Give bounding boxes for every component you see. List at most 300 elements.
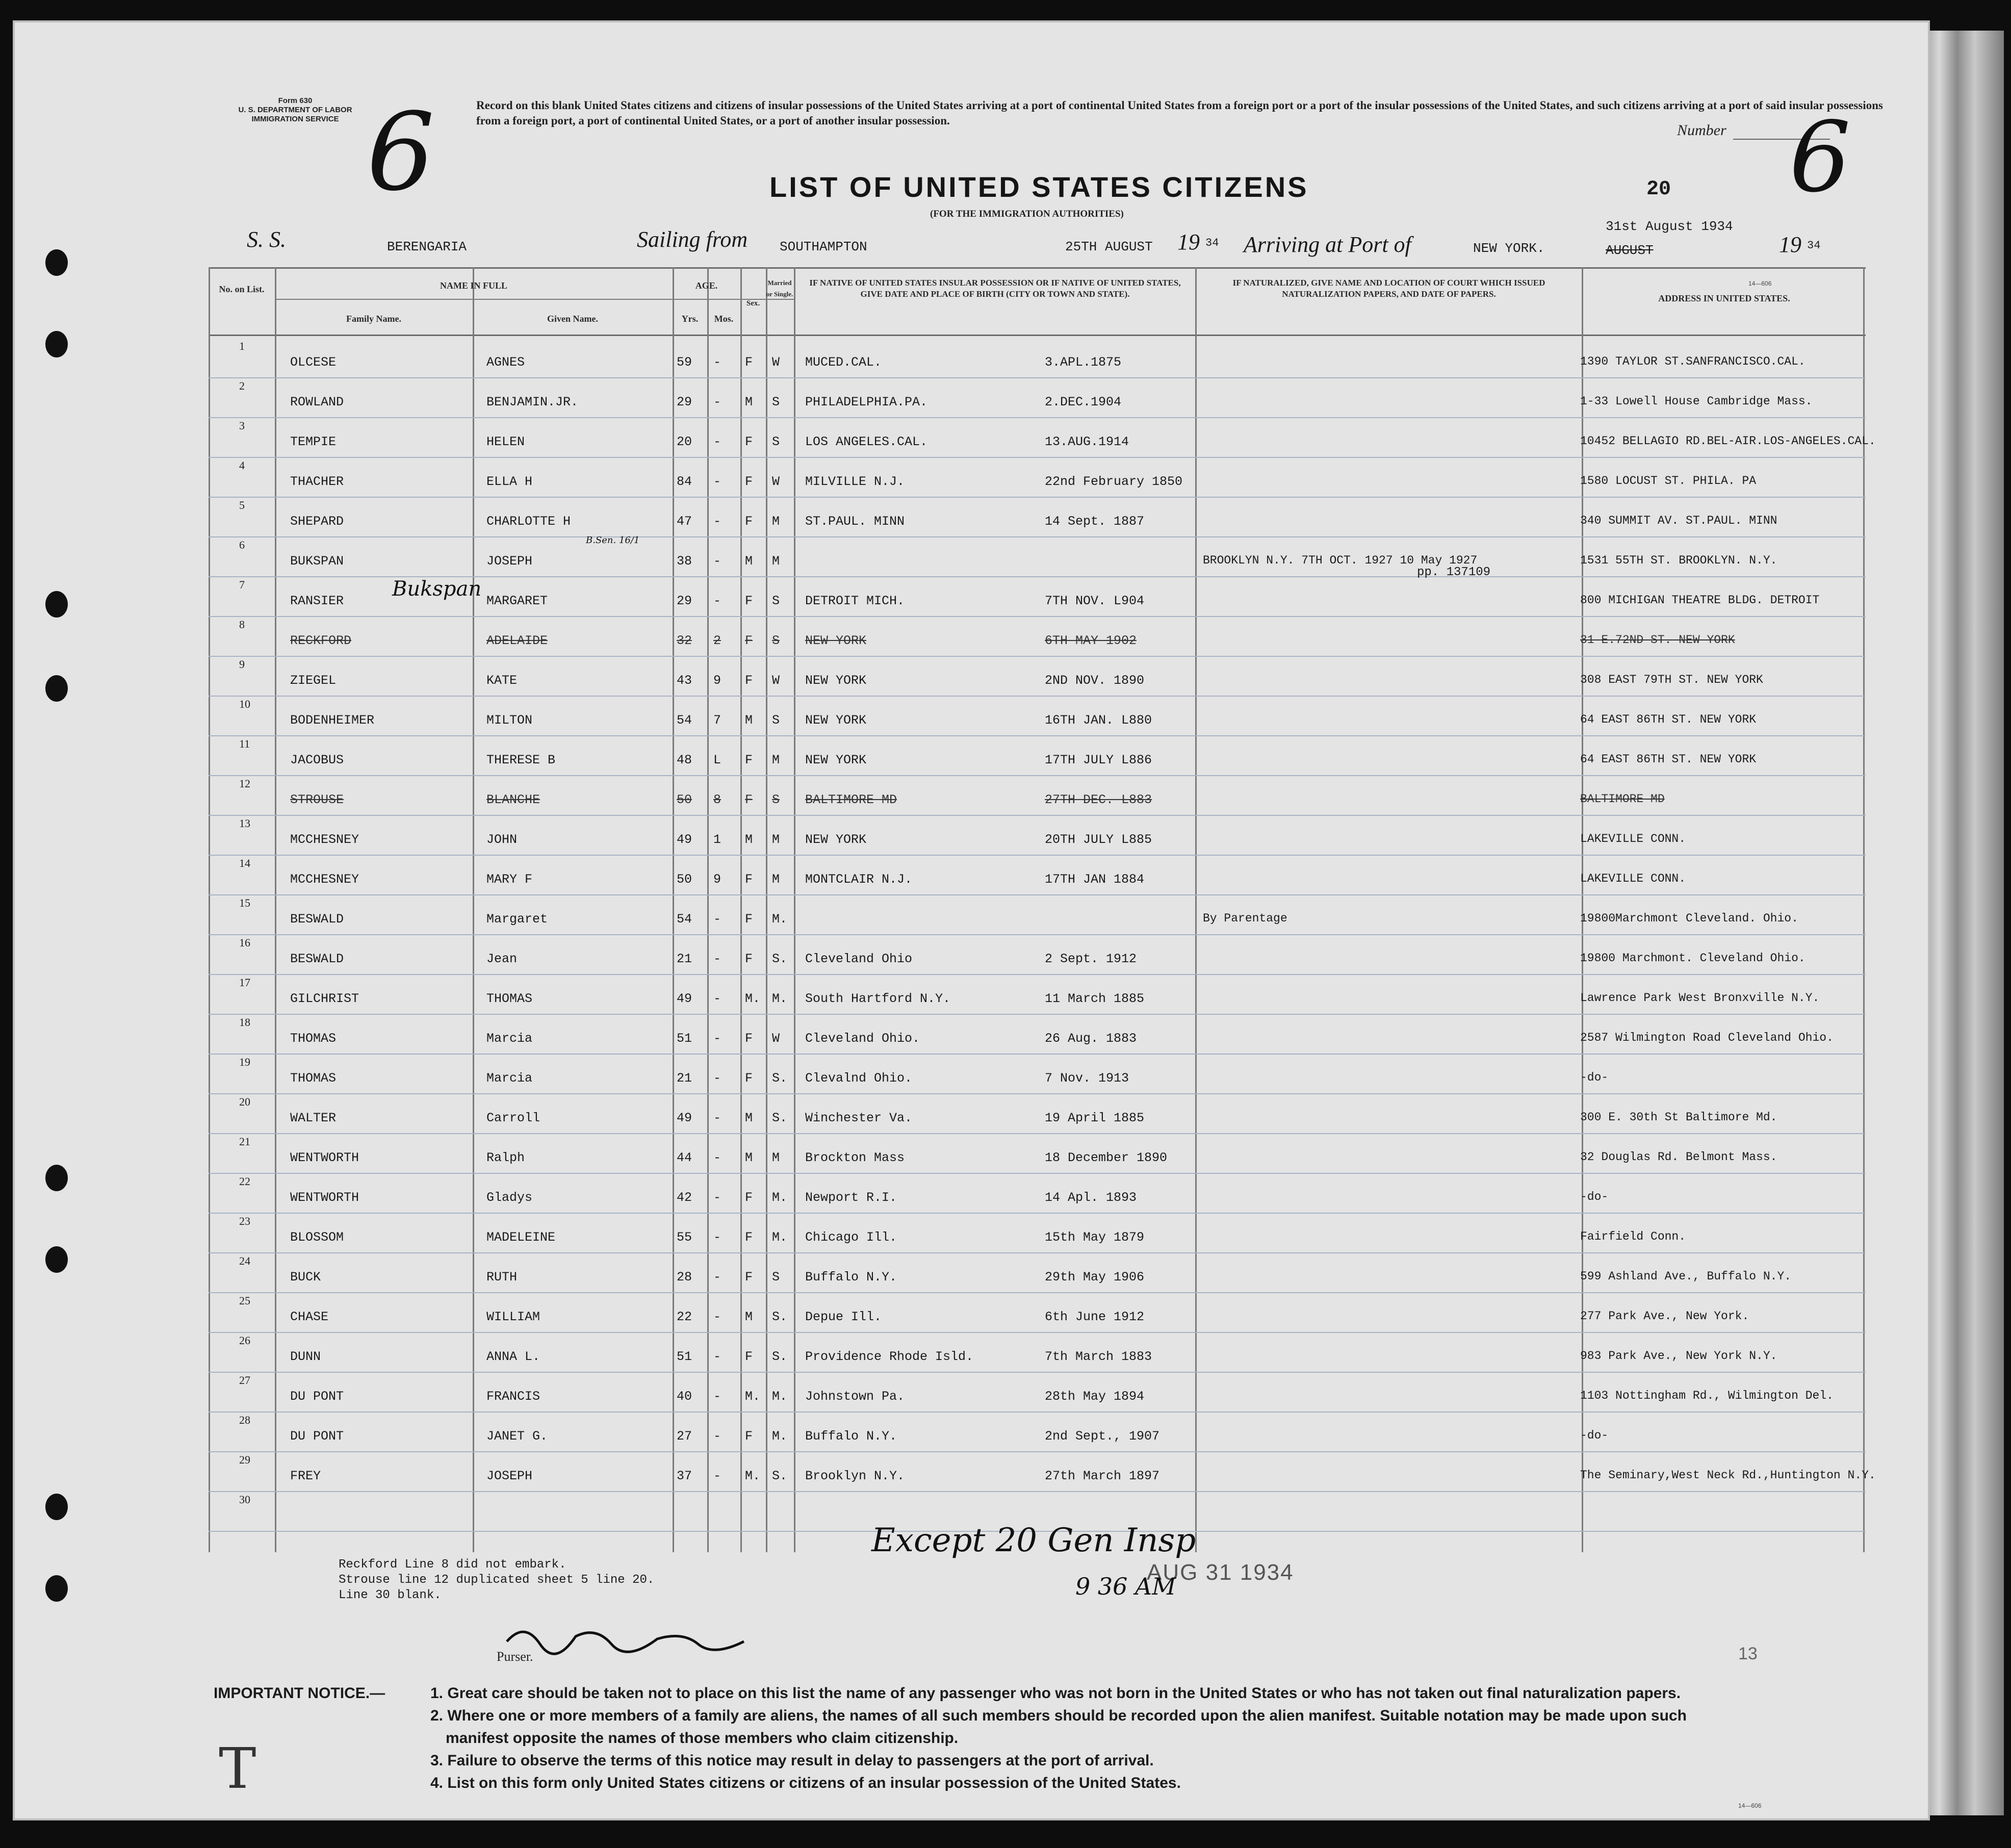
cell-place: NEW YORK xyxy=(805,673,867,688)
row-number: 7 xyxy=(239,578,245,591)
cell-mos: - xyxy=(713,1429,721,1444)
cell-yrs: 54 xyxy=(677,912,692,927)
cell-yrs: 44 xyxy=(677,1150,692,1165)
cell-addr: -do- xyxy=(1580,1190,1609,1203)
cell-yrs: 20 xyxy=(677,434,692,449)
stamp-time: 9 36 AM xyxy=(1075,1573,1176,1600)
cell-date: 26 Aug. 1883 xyxy=(1045,1031,1137,1046)
cell-mos: - xyxy=(713,1270,721,1285)
cell-date: 15th May 1879 xyxy=(1045,1230,1145,1245)
table-row xyxy=(209,1374,1866,1428)
row-number: 22 xyxy=(239,1175,250,1188)
punch-hole xyxy=(45,1165,68,1191)
cell-place: South Hartford N.Y. xyxy=(805,991,951,1006)
cell-ms: W xyxy=(772,1031,780,1046)
notice-item-3: 3. Failure to observe the terms of this notice may result in delay to passengers at the port of arrival. xyxy=(430,1752,1154,1769)
row-rule xyxy=(209,1372,1866,1373)
cell-family: WENTWORTH xyxy=(290,1150,359,1165)
table-row xyxy=(209,936,1866,990)
cell-addr: Fairfield Conn. xyxy=(1580,1230,1686,1243)
cell-addr: LAKEVILLE CONN. xyxy=(1580,872,1686,885)
cell-place: Brockton Mass xyxy=(805,1150,905,1165)
cell-family: JACOBUS xyxy=(290,753,344,767)
cell-addr: -do- xyxy=(1580,1429,1609,1442)
table-row xyxy=(209,499,1866,553)
cell-addr: 64 EAST 86TH ST. NEW YORK xyxy=(1580,753,1757,766)
cell-mos: - xyxy=(713,1349,721,1364)
cell-yrs: 84 xyxy=(677,474,692,489)
cell-place: MUCED.CAL. xyxy=(805,355,882,370)
cell-given: KATE xyxy=(486,673,518,688)
col-header-name: NAME IN FULL xyxy=(440,280,507,291)
corner-mark: T xyxy=(219,1736,256,1801)
arrival-date: 31st August 1934 xyxy=(1606,219,1733,234)
cell-mos: - xyxy=(713,355,721,370)
cell-given: BENJAMIN.JR. xyxy=(486,395,579,409)
cell-given: Ralph xyxy=(486,1150,525,1165)
cell-date: 27th March 1897 xyxy=(1045,1469,1160,1483)
col-header-family: Family Name. xyxy=(346,314,401,324)
cell-date: 2ND NOV. 1890 xyxy=(1045,673,1145,688)
cell-ms: W xyxy=(772,355,780,370)
cell-ms: S xyxy=(772,1270,780,1285)
arrival-date-struck: AUGUST xyxy=(1606,243,1654,258)
form-number: Form 630 xyxy=(278,96,313,105)
cell-given: MADELEINE xyxy=(486,1230,556,1245)
table-row xyxy=(209,1016,1866,1070)
cell-mos: L xyxy=(713,753,721,767)
row-number: 23 xyxy=(239,1215,250,1227)
row-number: 6 xyxy=(239,538,245,551)
cell-given: THERESE B xyxy=(486,753,556,767)
note-strouse: Strouse line 12 duplicated sheet 5 line 20. xyxy=(339,1573,655,1587)
row-rule xyxy=(209,974,1866,975)
cell-sex: M xyxy=(745,832,753,847)
cell-addr: 800 MICHIGAN THEATRE BLDG. DETROIT xyxy=(1580,594,1820,607)
cell-date: 2.DEC.1904 xyxy=(1045,395,1122,409)
page-number: 13 xyxy=(1738,1644,1758,1663)
cell-given: Marcia xyxy=(486,1031,533,1046)
cell-place: Winchester Va. xyxy=(805,1111,913,1125)
row-rule xyxy=(209,735,1866,736)
cell-mos: 2 xyxy=(713,633,721,648)
cell-sex: F xyxy=(745,594,753,608)
purser-label: Purser. xyxy=(497,1649,533,1664)
col-header-address: ADDRESS IN UNITED STATES. xyxy=(1658,293,1790,303)
cell-place: LOS ANGELES.CAL. xyxy=(805,434,928,449)
table-row xyxy=(209,1135,1866,1189)
cell-sex: M xyxy=(745,1310,753,1324)
cell-ms: S xyxy=(772,792,780,807)
cell-addr: 308 EAST 79TH ST. NEW YORK xyxy=(1580,673,1763,686)
cell-family: BUCK xyxy=(290,1270,321,1285)
cell-addr: 1103 Nottingham Rd., Wilmington Del. xyxy=(1580,1389,1834,1402)
cell-sex: M. xyxy=(745,991,761,1006)
cell-mos: - xyxy=(713,594,721,608)
col-header-age: AGE. xyxy=(695,280,718,291)
cell-family: RECKFORD xyxy=(290,633,352,648)
row-number: 16 xyxy=(239,936,250,949)
service-name: IMMIGRATION SERVICE xyxy=(251,115,339,123)
cell-place: MONTCLAIR N.J. xyxy=(805,872,913,887)
arrive-year-prefix: 19 xyxy=(1779,232,1801,257)
cell-date: 29th May 1906 xyxy=(1045,1270,1145,1285)
cell-place: Buffalo N.Y. xyxy=(805,1429,897,1444)
row-number: 1 xyxy=(239,340,245,352)
document-subtitle: (FOR THE IMMIGRATION AUTHORITIES) xyxy=(930,209,1124,219)
cell-sex: F xyxy=(745,514,753,529)
cell-given: Carroll xyxy=(486,1111,540,1125)
table-row xyxy=(209,1294,1866,1348)
table-row xyxy=(209,618,1866,672)
cell-given: Marcia xyxy=(486,1071,533,1086)
row-number: 17 xyxy=(239,976,250,989)
cell-date: 14 Sept. 1887 xyxy=(1045,514,1145,529)
cell-mos: - xyxy=(713,474,721,489)
port-of-departure: SOUTHAMPTON xyxy=(780,239,867,254)
cell-yrs: 49 xyxy=(677,991,692,1006)
cell-family: CHASE xyxy=(290,1310,329,1324)
table-row xyxy=(209,1414,1866,1468)
cell-place: Clevalnd Ohio. xyxy=(805,1071,913,1086)
cell-sex: F xyxy=(745,355,753,370)
cell-yrs: 50 xyxy=(677,872,692,887)
printer-code: 14—606 xyxy=(1748,280,1772,287)
cell-date: 2nd Sept., 1907 xyxy=(1045,1429,1160,1444)
row-number: 5 xyxy=(239,499,245,511)
cell-place: Brooklyn N.Y. xyxy=(805,1469,905,1483)
row-number: 28 xyxy=(239,1414,250,1426)
cell-sex: F xyxy=(745,1349,753,1364)
cell-addr: 32 Douglas Rd. Belmont Mass. xyxy=(1580,1150,1777,1164)
row-rule xyxy=(209,1332,1866,1333)
cell-family: RANSIER xyxy=(290,594,344,608)
cell-given: THOMAS xyxy=(486,991,533,1006)
cell-date: 16TH JAN. L880 xyxy=(1045,713,1152,728)
cell-ms: S xyxy=(772,594,780,608)
row-rule xyxy=(209,1173,1866,1174)
table-row xyxy=(209,419,1876,473)
col-header-sex: Sex. xyxy=(746,299,760,307)
cell-nat: By Parentage xyxy=(1203,912,1287,925)
row-rule xyxy=(209,497,1866,498)
row-number: 21 xyxy=(239,1135,250,1148)
cell-family: FREY xyxy=(290,1469,321,1483)
punch-hole xyxy=(45,331,68,357)
cell-family: DU PONT xyxy=(290,1389,344,1404)
cell-family: BODENHEIMER xyxy=(290,713,375,728)
cell-family: THOMAS xyxy=(290,1071,337,1086)
row-rule xyxy=(209,815,1866,816)
cell-place: PHILADELPHIA.PA. xyxy=(805,395,928,409)
date-stamp: AUG 31 1934 xyxy=(1147,1560,1294,1585)
cell-ms: M. xyxy=(772,1190,788,1205)
cell-yrs: 55 xyxy=(677,1230,692,1245)
cell-date: 22nd February 1850 xyxy=(1045,474,1183,489)
cell-place: Johnstown Pa. xyxy=(805,1389,905,1404)
cell-mos: - xyxy=(713,514,721,529)
cell-mos: - xyxy=(713,1031,721,1046)
cell-ms: S. xyxy=(772,1071,788,1086)
cell-ms: S xyxy=(772,434,780,449)
cell-addr: 1580 LOCUST ST. PHILA. PA xyxy=(1580,474,1757,487)
cell-family: DUNN xyxy=(290,1349,321,1364)
important-notice-heading: IMPORTANT NOTICE.— xyxy=(214,1685,385,1702)
cell-addr: 983 Park Ave., New York N.Y. xyxy=(1580,1349,1777,1363)
punch-hole xyxy=(45,591,68,618)
table-row xyxy=(209,340,1866,394)
cell-ms: S. xyxy=(772,1349,788,1364)
cell-family: ROWLAND xyxy=(290,395,344,409)
row-number: 8 xyxy=(239,618,245,631)
cell-family: MCCHESNEY xyxy=(290,832,359,847)
cell-mos: 1 xyxy=(713,832,721,847)
table-row xyxy=(209,777,1866,831)
cell-addr: 2587 Wilmington Road Cleveland Ohio. xyxy=(1580,1031,1834,1044)
cell-family: BESWALD xyxy=(290,912,344,927)
cell-family: SHEPARD xyxy=(290,514,344,529)
table-row xyxy=(209,817,1866,871)
cell-sex: M xyxy=(745,1111,753,1125)
form-header xyxy=(234,96,356,124)
table-row xyxy=(209,658,1866,712)
cell-yrs: 28 xyxy=(677,1270,692,1285)
cell-family: ZIEGEL xyxy=(290,673,337,688)
cell-sex: F xyxy=(745,912,753,927)
handwritten-bukspan: Bukspan xyxy=(392,577,482,601)
cell-mos: - xyxy=(713,1389,721,1404)
cell-date: 6TH MAY 1902 xyxy=(1045,633,1137,648)
cell-sex: F xyxy=(745,872,753,887)
cell-date: 27TH DEC. L883 xyxy=(1045,792,1152,807)
row-number: 24 xyxy=(239,1254,250,1267)
cell-addr: 277 Park Ave., New York. xyxy=(1580,1310,1749,1323)
cell-yrs: 49 xyxy=(677,1111,692,1125)
cell-sex: F xyxy=(745,792,753,807)
row-number: 13 xyxy=(239,817,250,830)
cell-given: FRANCIS xyxy=(486,1389,540,1404)
cell-date: 6th June 1912 xyxy=(1045,1310,1145,1324)
cell-place: NEW YORK xyxy=(805,633,867,648)
cell-date: 3.APL.1875 xyxy=(1045,355,1122,370)
sheet-20: 20 xyxy=(1646,178,1671,201)
cell-given: ELLA H xyxy=(486,474,533,489)
table-row xyxy=(209,1254,1866,1308)
cell-date: 14 Apl. 1893 xyxy=(1045,1190,1137,1205)
cell-ms: S. xyxy=(772,1310,788,1324)
record-instructions: Record on this blank United States citizens and citizens of insular possessions of the United States arriving at a port of continental United States from a foreign port or a port of the insular possessions of the United States, and such citizens arriving at a port of said insular possessions from a foreign port, a port of continental United States, or a port of another insular possession. xyxy=(476,99,1883,127)
row-rule xyxy=(209,1451,1866,1452)
cell-yrs: 59 xyxy=(677,355,692,370)
cell-yrs: 27 xyxy=(677,1429,692,1444)
cell-mos: - xyxy=(713,434,721,449)
punch-hole xyxy=(45,249,68,276)
cell-ms: M xyxy=(772,514,780,529)
cell-ms: M xyxy=(772,832,780,847)
row-number: 14 xyxy=(239,857,250,869)
cell-given: AGNES xyxy=(486,355,525,370)
cell-addr: BALTIMORE MD xyxy=(1580,792,1665,806)
cell-family: THACHER xyxy=(290,474,344,489)
row-number: 30 xyxy=(239,1493,250,1506)
important-notice-items xyxy=(430,1682,1687,1794)
cell-ms: W xyxy=(772,474,780,489)
cell-mos: 9 xyxy=(713,872,721,887)
cell-yrs: 43 xyxy=(677,673,692,688)
row-rule xyxy=(209,1093,1866,1094)
cell-mos: - xyxy=(713,1190,721,1205)
note-reckford: Reckford Line 8 did not embark. xyxy=(339,1558,566,1572)
cell-yrs: 21 xyxy=(677,952,692,966)
cell-given: Margaret xyxy=(486,912,548,927)
cell-given: MARY F xyxy=(486,872,533,887)
row-number: 10 xyxy=(239,698,250,710)
number-handwritten: 6 xyxy=(1789,101,1851,214)
col-header-given: Given Name. xyxy=(547,314,598,324)
cell-given: HELEN xyxy=(486,434,525,449)
col-header-yrs: Yrs. xyxy=(681,314,699,324)
row-rule xyxy=(209,1133,1866,1134)
cell-place: NEW YORK xyxy=(805,832,867,847)
cell-family: STROUSE xyxy=(290,792,344,807)
cell-sex: F xyxy=(745,1429,753,1444)
cell-addr: 1390 TAYLOR ST.SANFRANCISCO.CAL. xyxy=(1580,355,1806,368)
cell-sex: F xyxy=(745,434,753,449)
cell-yrs: 40 xyxy=(677,1389,692,1404)
cell-sex: M. xyxy=(745,1469,761,1483)
table-rule xyxy=(209,267,1866,269)
cell-given: Jean xyxy=(486,952,518,966)
row-rule xyxy=(209,775,1866,776)
cell-family: TEMPIE xyxy=(290,434,337,449)
cell-sex: F xyxy=(745,474,753,489)
table-row xyxy=(209,698,1866,752)
cell-addr: 300 E. 30th St Baltimore Md. xyxy=(1580,1111,1777,1124)
manifest-page xyxy=(13,20,1930,1820)
cell-sex: M xyxy=(745,395,753,409)
cell-sex: F xyxy=(745,952,753,966)
cell-nat: BROOKLYN N.Y. 7TH OCT. 1927 10 May 1927 xyxy=(1203,554,1478,567)
cell-place: NEW YORK xyxy=(805,753,867,767)
notice-item-2-cont: manifest opposite the names of those members who claim citizenship. xyxy=(446,1730,959,1747)
cell-given: JOSEPH xyxy=(486,554,533,569)
cell-given: MILTON xyxy=(486,713,533,728)
cell-place: ST.PAUL. MINN xyxy=(805,514,905,529)
row-rule xyxy=(209,616,1866,617)
ship-name: BERENGARIA xyxy=(387,239,467,254)
sailing-label: Sailing from xyxy=(637,227,748,252)
row-number: 2 xyxy=(239,379,245,392)
cell-ms: W xyxy=(772,673,780,688)
cell-date: 19 April 1885 xyxy=(1045,1111,1145,1125)
notice-item-2: 2. Where one or more members of a family are aliens, the names of all such members should be recorded upon the alien manifest. Suitable notation may be made upon such xyxy=(430,1707,1687,1724)
subheader-rule xyxy=(275,299,794,300)
cell-addr: 19800Marchmont Cleveland. Ohio. xyxy=(1580,912,1798,925)
cell-yrs: 47 xyxy=(677,514,692,529)
table-row xyxy=(209,1334,1866,1388)
cell-yrs: 29 xyxy=(677,395,692,409)
cell-yrs: 29 xyxy=(677,594,692,608)
cell-mos: - xyxy=(713,1150,721,1165)
cell-sex: F xyxy=(745,1071,753,1086)
row-rule xyxy=(209,1054,1866,1055)
cell-given: ANNA L. xyxy=(486,1349,540,1364)
cell-yrs: 37 xyxy=(677,1469,692,1483)
cell-date: 18 December 1890 xyxy=(1045,1150,1168,1165)
cell-place: Newport R.I. xyxy=(805,1190,897,1205)
sailing-date: 25TH AUGUST xyxy=(1065,239,1153,254)
cell-sex: F xyxy=(745,1031,753,1046)
sail-year: 34 xyxy=(1205,237,1219,249)
row-rule xyxy=(209,457,1866,458)
number-label: Number xyxy=(1677,122,1726,139)
cell-ms: S. xyxy=(772,1111,788,1125)
cell-place: Providence Rhode Isld. xyxy=(805,1349,974,1364)
cell-place: Cleveland Ohio xyxy=(805,952,913,966)
naturalization-pp-number: pp. 137109 xyxy=(1417,566,1491,579)
cell-place: Cleveland Ohio. xyxy=(805,1031,920,1046)
row-rule xyxy=(209,855,1866,856)
cell-mos: 8 xyxy=(713,792,721,807)
cell-yrs: 22 xyxy=(677,1310,692,1324)
cell-given: JOSEPH xyxy=(486,1469,533,1483)
cell-ms: M xyxy=(772,1150,780,1165)
cell-place: NEW YORK xyxy=(805,713,867,728)
cell-sex: M. xyxy=(745,1389,761,1404)
cell-addr: 64 EAST 86TH ST. NEW YORK xyxy=(1580,713,1757,726)
arrive-year: 34 xyxy=(1807,239,1821,252)
cell-yrs: 49 xyxy=(677,832,692,847)
cell-date: 17TH JAN 1884 xyxy=(1045,872,1145,887)
row-rule xyxy=(209,934,1866,935)
cell-addr: LAKEVILLE CONN. xyxy=(1580,832,1686,845)
cell-ms: M. xyxy=(772,1429,788,1444)
row-number: 11 xyxy=(239,737,250,750)
row-number: 19 xyxy=(239,1056,250,1068)
cell-sex: M xyxy=(745,1150,753,1165)
cell-addr: 31 E.72ND ST. NEW YORK xyxy=(1580,633,1735,647)
row-rule xyxy=(209,1491,1866,1492)
cell-date: 13.AUG.1914 xyxy=(1045,434,1129,449)
cell-yrs: 42 xyxy=(677,1190,692,1205)
notice-item-1: 1. Great care should be taken not to place on this list the name of any passenger who was not born in the United States or who has not taken out final naturalization papers. xyxy=(430,1685,1681,1702)
cell-ms: M xyxy=(772,554,780,569)
row-rule xyxy=(209,894,1866,895)
row-rule xyxy=(209,377,1866,378)
cell-mos: 7 xyxy=(713,713,721,728)
cell-date: 2 Sept. 1912 xyxy=(1045,952,1137,966)
cell-mos: 9 xyxy=(713,673,721,688)
cell-family: BUKSPAN xyxy=(290,554,344,569)
cell-addr: 19800 Marchmont. Cleveland Ohio. xyxy=(1580,952,1806,965)
row-rule xyxy=(209,696,1866,697)
row-number: 18 xyxy=(239,1016,250,1029)
cell-family: BESWALD xyxy=(290,952,344,966)
cell-addr: 599 Ashland Ave., Buffalo N.Y. xyxy=(1580,1270,1792,1283)
cell-addr: -do- xyxy=(1580,1071,1609,1084)
cell-place: Buffalo N.Y. xyxy=(805,1270,897,1285)
cell-mos: - xyxy=(713,554,721,569)
table-row xyxy=(209,737,1866,791)
table-row xyxy=(209,1056,1866,1110)
arriving-label: Arriving at Port of xyxy=(1244,232,1411,257)
cell-family: WALTER xyxy=(290,1111,337,1125)
cell-date: 20TH JULY L885 xyxy=(1045,832,1152,847)
row-rule xyxy=(209,1014,1866,1015)
cell-ms: M xyxy=(772,753,780,767)
cell-sex: F xyxy=(745,1190,753,1205)
purser-signature-scrawl xyxy=(504,1616,749,1657)
